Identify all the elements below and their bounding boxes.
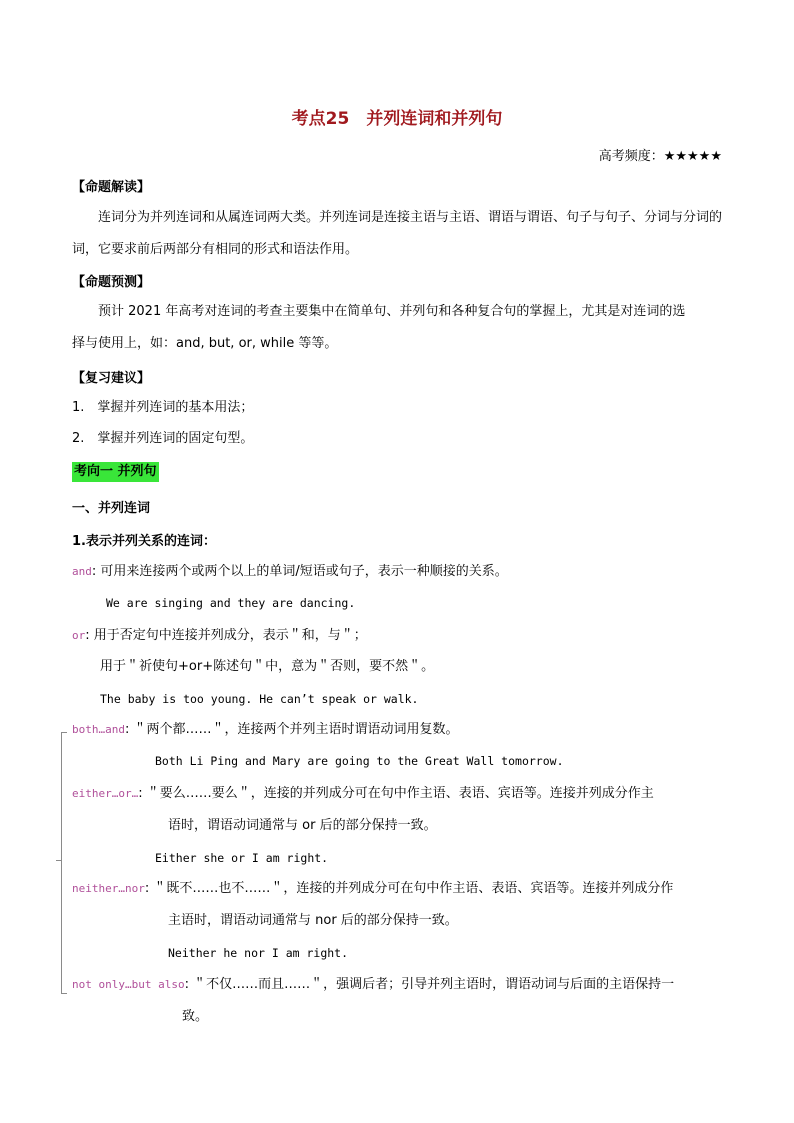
interpretation-paragraph: 连词分为并列连词和从属连词两大类。并列连词是连接主语与主语、谓语与谓语、句子与句子、分词与分词的词，它要求前后两部分有相同的形式和语法作用。 bbox=[72, 210, 723, 257]
advice-item: 2. 掌握并列连词的固定句型。 bbox=[72, 431, 254, 446]
frequency-stars: ★★★★★ bbox=[663, 149, 722, 164]
example-both-and: Both Li Ping and Mary are going to the Great Wall tomorrow. bbox=[155, 754, 564, 768]
page-title: 考点25 并列连词和并列句 bbox=[291, 109, 503, 129]
desc-either-or: : ＂要么……要么＂，连接的并列成分可在句中作主语、表语、宾语等。连接并列成分作主 bbox=[138, 786, 654, 801]
example-neither-nor: Neither he nor I am right. bbox=[168, 946, 349, 960]
example-either-or: Either she or I am right. bbox=[155, 851, 329, 865]
section-heading-interpretation: 【命题解读】 bbox=[72, 180, 151, 195]
margin-bracket bbox=[61, 732, 68, 994]
frequency-label: 高考频度： bbox=[598, 149, 664, 164]
desc-not-only-but-also-2: 致。 bbox=[182, 1009, 209, 1024]
example-and: We are singing and they are dancing. bbox=[106, 596, 356, 610]
desc-or: : 用于否定句中连接并列成分，表示＂和，与＂； bbox=[85, 628, 367, 643]
section-heading-advice: 【复习建议】 bbox=[72, 371, 151, 386]
entry-not-only-but-also bbox=[72, 969, 674, 1001]
desc-both-and: : ＂两个都……＂，连接两个并列主语时谓语动词用复数。 bbox=[124, 722, 459, 737]
prediction-line-1: 预计 2021 年高考对连词的考查主要集中在简单句、并列句和各种复合句的掌握上，尤其是对连词的选 bbox=[98, 304, 686, 319]
desc-neither-nor-2: 主语时，谓语动词通常与 nor 后的部分保持一致。 bbox=[168, 913, 458, 928]
entry-and bbox=[72, 556, 508, 588]
term-neither-nor: neither…nor bbox=[72, 882, 145, 895]
focus-label: 考向一 并列句 bbox=[72, 462, 159, 482]
entry-neither-nor bbox=[72, 873, 673, 905]
desc-not-only-but-also: : ＂不仅……而且……＂，强调后者；引导并列主语时，谓语动词与后面的主语保持一 bbox=[184, 977, 675, 992]
subheading-conjunctions: 一、并列连词 bbox=[72, 501, 151, 516]
entry-or bbox=[72, 620, 367, 652]
entry-both-and bbox=[72, 714, 459, 746]
desc-neither-nor: : ＂既不……也不……＂，连接的并列成分可在句中作主语、表语、宾语等。连接并列成分作 bbox=[144, 881, 674, 896]
example-or: The baby is too young. He can’t speak or walk. bbox=[100, 692, 419, 706]
entry-either-or bbox=[72, 778, 654, 810]
term-both-and: both…and bbox=[72, 723, 125, 736]
desc-or-2: 用于＂祈使句+or+陈述句＂中，意为＂否则，要不然＂。 bbox=[100, 659, 435, 674]
margin-bracket-tick bbox=[56, 860, 62, 861]
advice-item: 1. 掌握并列连词的基本用法； bbox=[72, 400, 254, 415]
term-or: or bbox=[72, 629, 86, 642]
point-heading: 1.表示并列关系的连词： bbox=[72, 534, 216, 549]
desc-either-or-2: 语时，谓语动词通常与 or 后的部分保持一致。 bbox=[168, 818, 437, 833]
desc-and: : 可用来连接两个或两个以上的单词/短语或句子，表示一种顺接的关系。 bbox=[91, 564, 508, 579]
section-heading-prediction: 【命题预测】 bbox=[72, 275, 151, 290]
prediction-line-2: 择与使用上，如：and, but, or, while 等等。 bbox=[72, 336, 338, 351]
term-either-or: either…or… bbox=[72, 787, 139, 800]
term-and: and bbox=[72, 565, 92, 578]
exam-frequency bbox=[599, 145, 722, 164]
term-not-only-but-also: not only…but also bbox=[72, 978, 185, 991]
